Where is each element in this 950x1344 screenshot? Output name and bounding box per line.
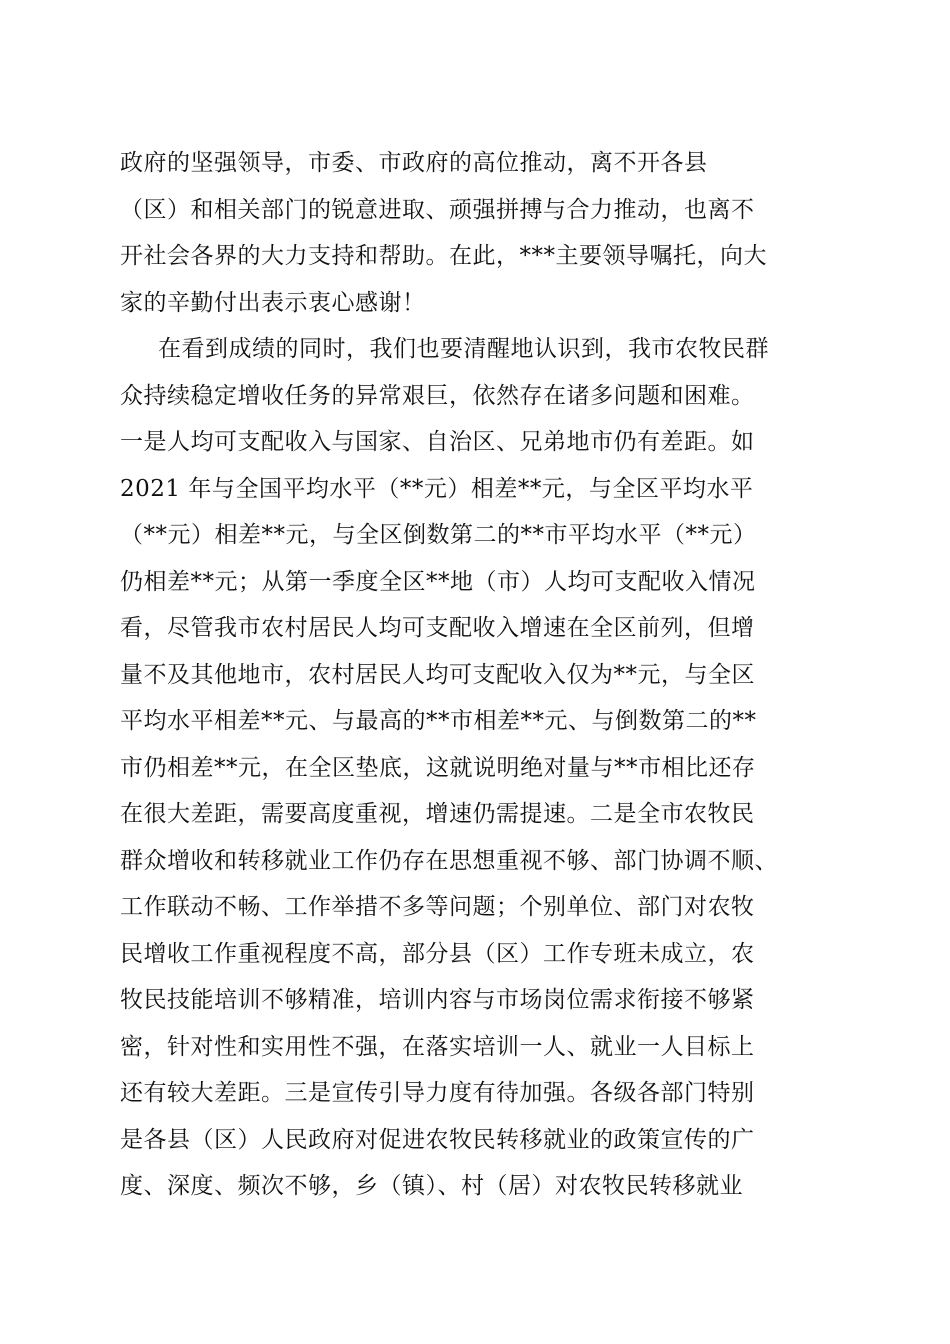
text-line: 开社会各界的大力支持和帮助。在此，***主要领导嘱托，向大 (120, 243, 767, 269)
text-line: （**元）相差**元，与全区倒数第二的**市平均水平（**元） (120, 522, 757, 548)
text-line: 仍相差**元；从第一季度全区**地（市）人均可支配收入情况 (120, 568, 756, 595)
paragraph-first-line: 在看到成绩的同时，我们也要清醒地认识到，我市农牧民群 (158, 336, 769, 362)
text-line: 群众增收和转移就业工作仍存在思想重视不够、部门协调不顺、 (120, 847, 778, 874)
text-line: 看，尽管我市农村居民人均可支配收入增速在全区前列，但增 (120, 615, 755, 641)
text-line: 家的辛勤付出表示衷心感谢！ (120, 289, 426, 316)
text-line: 市仍相差**元，在全区垫底，这就说明绝对量与**市相比还存 (120, 754, 756, 781)
text-line: 密，针对性和实用性不强，在落实培训一人、就业一人目标上 (120, 1033, 755, 1060)
text-line: （区）和相关部门的锐意进取、顽强拼搏与合力推动，也离不 (120, 196, 755, 223)
text-line: 民增收工作重视程度不高，部分县（区）工作专班未成立，农 (120, 940, 755, 967)
text-line: 在很大差距，需要高度重视，增速仍需提速。二是全市农牧民 (120, 801, 755, 827)
text-line: 众持续稳定增收任务的异常艰巨，依然存在诸多问题和困难。 (120, 382, 755, 409)
text-line: 工作联动不畅、工作举措不多等问题；个别单位、部门对农牧 (120, 894, 755, 920)
body-text (120, 140, 840, 1210)
text-line: 量不及其他地市，农村居民人均可支配收入仅为**元，与全区 (120, 661, 755, 688)
text-line: 是各县（区）人民政府对促进农牧民转移就业的政策宣传的广 (120, 1126, 755, 1153)
text-line: 牧民技能培训不够精准，培训内容与市场岗位需求衔接不够紧 (120, 987, 755, 1013)
text-line: 度、深度、频次不够，乡（镇）、村（居）对农牧民转移就业 (120, 1173, 743, 1199)
text-line: 还有较大差距。三是宣传引导力度有待加强。各级各部门特别 (120, 1080, 755, 1106)
text-line: 政府的坚强领导，市委、市政府的高位推动，离不开各县 (120, 150, 708, 176)
text-line: 一是人均可支配收入与国家、自治区、兄弟地市仍有差距。如 (120, 429, 755, 455)
text-line: 2021 年与全国平均水平（**元）相差**元，与全区平均水平 (120, 475, 754, 502)
text-line: 平均水平相差**元、与最高的**市相差**元、与倒数第二的** (120, 708, 757, 734)
